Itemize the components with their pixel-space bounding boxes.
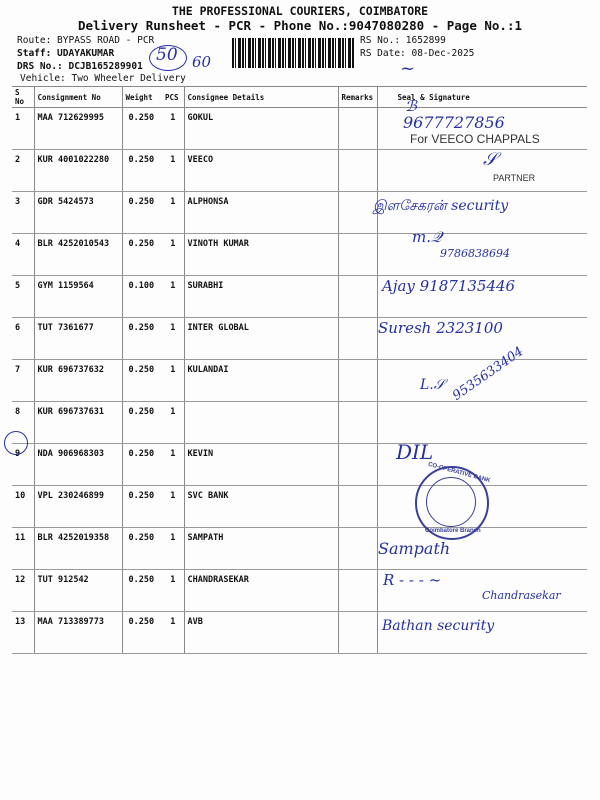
cell-cno: KUR 696737632 [34,360,122,402]
table-row [12,486,587,528]
cell-remarks [338,360,377,402]
cell-pcs: 1 [162,570,184,612]
cell-consignee: SURABHI [184,276,338,318]
cell-cno: GYM 1159564 [34,276,122,318]
date-initials-signature: ~ [400,58,416,79]
cell-sno: 9 [12,444,34,486]
cell-sno: 11 [12,528,34,570]
cell-pcs: 1 [162,234,184,276]
cell-pcs: 1 [162,276,184,318]
cell-consignee: CHANDRASEKAR [184,570,338,612]
rs-date: RS Date: 08-Dec-2025 [360,48,475,59]
cell-weight: 0.250 [122,528,162,570]
cell-weight: 0.100 [122,276,162,318]
cell-consignee: KEVIN [184,444,338,486]
cell-consignee: KULANDAI [184,360,338,402]
cell-cno: NDA 906968303 [34,444,122,486]
cell-sno: 4 [12,234,34,276]
signature-row-2: 𝒮 [483,149,497,170]
cell-sno: 7 [12,360,34,402]
cell-remarks [338,150,377,192]
cell-consignee: GOKUL [184,108,338,150]
cell-consignee: SVC BANK [184,486,338,528]
table-header [12,87,587,108]
rs-number: RS No.: 1652899 [360,35,446,46]
cell-consignee: INTER GLOBAL [184,318,338,360]
bank-seal [415,461,491,540]
cell-cno: TUT 7361677 [34,318,122,360]
signature-row-4: m.𝒬 [412,228,442,246]
cell-pcs: 1 [162,486,184,528]
cell-remarks [338,192,377,234]
signature-row-12-initial: R - - - ~ [383,571,442,589]
cell-remarks [338,108,377,150]
cell-consignee: VEECO [184,150,338,192]
signature-row-1: ℬ [405,97,417,115]
phone-row-4: 9786838694 [440,247,510,260]
signature-row-9: DIL [396,440,434,464]
signature-row-12: Chandrasekar [482,589,561,602]
cell-remarks [338,570,377,612]
signature-row-13: Bathan security [382,618,495,634]
company-title: THE PROFESSIONAL COURIERS, COIMBATORE [171,4,429,18]
signature-row-6: Suresh 2323100 [378,319,503,337]
cell-pcs: 1 [162,444,184,486]
cell-weight: 0.250 [122,360,162,402]
cell-cno: MAA 713389773 [34,612,122,654]
cell-cno: BLR 4252019358 [34,528,122,570]
col-weight: Weight [122,87,162,108]
signature-row-5: Ajay 9187135446 [382,277,516,295]
cell-pcs: 1 [162,318,184,360]
cell-pcs: 1 [162,108,184,150]
table-row [12,402,587,444]
signature-row-11: Sampath [378,539,451,558]
cell-weight: 0.250 [122,234,162,276]
cell-sno: 12 [12,570,34,612]
cell-sno: 2 [12,150,34,192]
cell-weight: 0.250 [122,192,162,234]
stamp-partner: PARTNER [493,173,536,183]
cell-cno: KUR 696737631 [34,402,122,444]
cell-sno: 1 [12,108,34,150]
cell-sno: 13 [12,612,34,654]
table-row [12,150,587,192]
cell-remarks [338,318,377,360]
cell-remarks [338,402,377,444]
cell-consignee: AVB [184,612,338,654]
row-9-mark-circle [4,431,28,455]
cell-pcs: 1 [162,360,184,402]
cell-cno: KUR 4001022280 [34,150,122,192]
cell-cno: TUT 912542 [34,570,122,612]
cell-weight: 0.250 [122,108,162,150]
cell-weight: 0.250 [122,402,162,444]
cell-cno: BLR 4252010543 [34,234,122,276]
cell-consignee: VINOTH KUMAR [184,234,338,276]
cell-pcs: 1 [162,402,184,444]
vehicle-label: Vehicle: Two Wheeler Delivery [20,73,186,84]
signature-row-3: இளசேகரன் security [373,198,509,214]
staff-label: Staff: UDAYAKUMAR [17,48,115,59]
route-label: Route: BYPASS ROAD - PCR [17,35,155,46]
cell-consignee: SAMPATH [184,528,338,570]
cell-sno: 5 [12,276,34,318]
cell-cno: MAA 712629995 [34,108,122,150]
cell-remarks [338,444,377,486]
cell-remarks [338,486,377,528]
phone-row-7: 9535633404 [449,344,527,404]
cell-seal [377,402,587,444]
cell-weight: 0.250 [122,150,162,192]
cell-sno: 8 [12,402,34,444]
drs-number: DRS No.: DCJB165289901 [17,61,143,72]
cell-weight: 0.250 [122,570,162,612]
cell-weight: 0.250 [122,444,162,486]
phone-row-1: 9677727856 [403,113,505,132]
count-circle [149,45,187,71]
stamp-veeco: For VEECO CHAPPALS [410,132,540,146]
cell-sno: 6 [12,318,34,360]
seal-text-bottom: Coimbatore Branch [425,528,481,534]
cell-sno: 10 [12,486,34,528]
col-remarks: Remarks [338,87,377,108]
col-consignee: Consignee Details [184,87,338,108]
table-row [12,528,587,570]
cell-cno: VPL 230246899 [34,486,122,528]
cell-pcs: 1 [162,612,184,654]
cell-pcs: 1 [162,150,184,192]
cell-sno: 3 [12,192,34,234]
handwritten-count-a: 50 [156,45,178,65]
cell-pcs: 1 [162,192,184,234]
cell-remarks [338,528,377,570]
cell-seal [377,150,587,192]
signature-row-7: L.𝒮 [420,377,445,393]
cell-remarks [338,276,377,318]
cell-pcs: 1 [162,528,184,570]
col-consignment: Consignment No [34,87,122,108]
seal-text-top: CO-OPERATIVE BANK [427,461,491,485]
cell-consignee [184,402,338,444]
barcode [232,38,354,68]
cell-weight: 0.250 [122,318,162,360]
cell-remarks [338,234,377,276]
cell-remarks [338,612,377,654]
col-pcs: PCS [162,87,184,108]
cell-cno: GDR 5424573 [34,192,122,234]
cell-consignee: ALPHONSA [184,192,338,234]
table-row [12,612,587,654]
cell-weight: 0.250 [122,486,162,528]
runsheet-subtitle: Delivery Runsheet - PCR - Phone No.:9047080280 - Page No.:1 [77,18,522,33]
col-seal: Seal & Signature [377,87,587,108]
table-row [12,444,587,486]
cell-weight: 0.250 [122,612,162,654]
col-sno: S No [12,87,34,108]
handwritten-count-b: 60 [192,53,212,71]
